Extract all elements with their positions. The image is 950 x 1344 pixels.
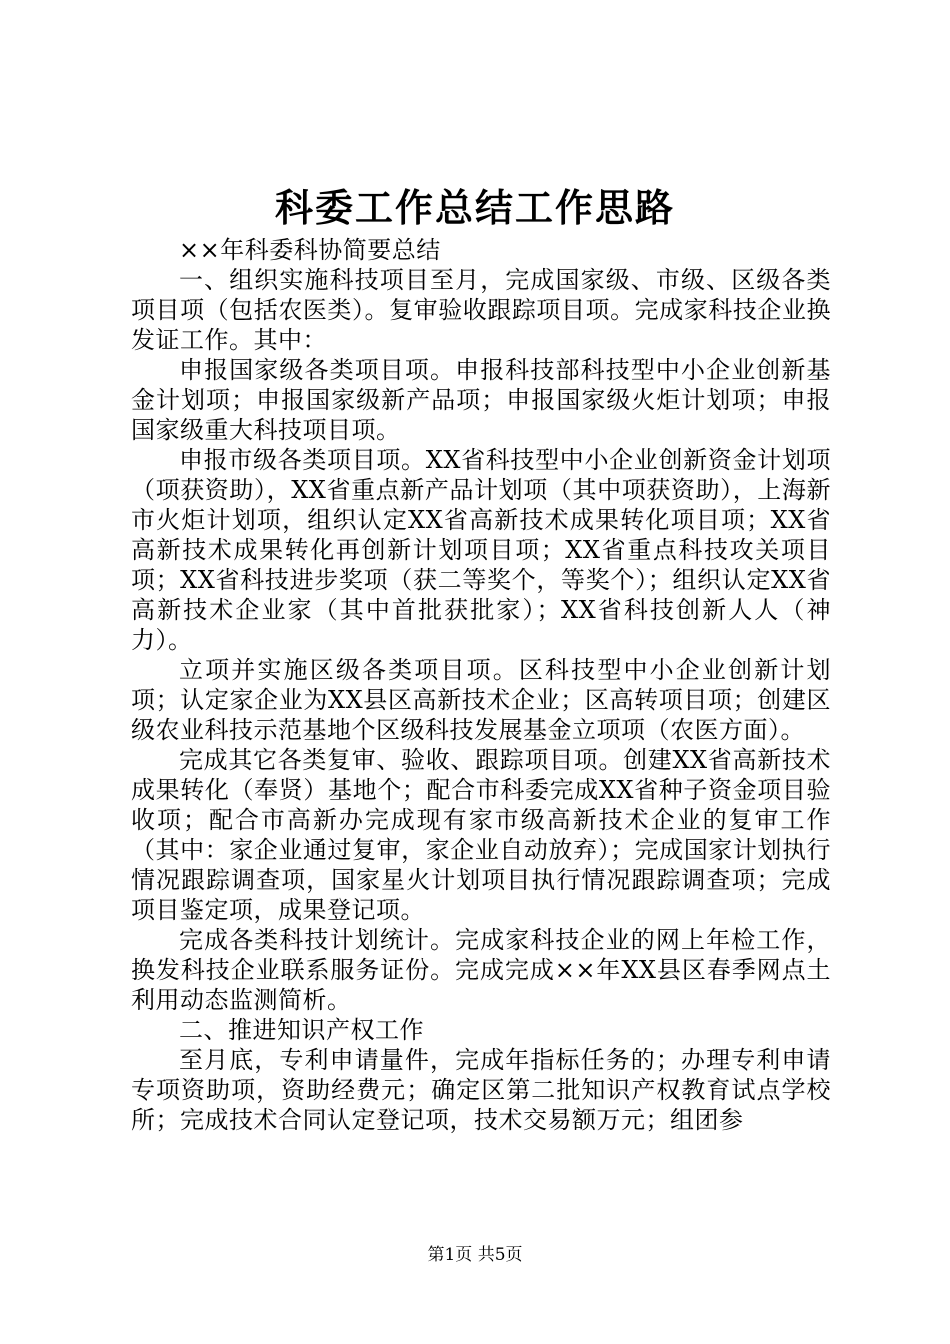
paragraph-statistics: 完成各类科技计划统计。完成家科技企业的网上年检工作，换发科技企业联系服务证份。完成完成××年XX县区春季网点土利用动态监测简析。 xyxy=(131,926,831,1014)
paragraph-intellectual-property: 至月底，专利申请量件，完成年指标任务的；办理专利申请专项资助项，资助经费元；确定区第二批知识产权教育试点学校所；完成技术合同认定登记项，技术交易额万元；组团参 xyxy=(131,1046,831,1134)
paragraph-municipal-projects: 申报市级各类项目项。XX省科技型中小企业创新资金计划项（项获资助），XX省重点新产品计划项（其中项获资助），上海新市火炬计划项，组织认定XX省高新技术成果转化项目项；XX省高新技术成果转化再创新计划项目项；XX省重点科技攻关项目项；XX省科技进步奖项（获二等奖个，等奖个）；组织认定XX省高新技术企业家（其中首批获批家）；XX省科技创新人人（神力）。 xyxy=(131,446,831,654)
paragraph-other-reviews: 完成其它各类复审、验收、跟踪项目项。创建XX省高新技术成果转化（奉贤）基地个；配合市科委完成XX省种子资金项目验收项；配合市高新办完成现有家市级高新技术企业的复审工作（其中：家企业通过复审，家企业自动放弃）；完成国家计划执行情况跟踪调查项，国家星火计划项目执行情况跟踪调查项；完成项目鉴定项，成果登记项。 xyxy=(131,746,831,924)
document-title: 科委工作总结工作思路 xyxy=(274,185,675,230)
paragraph-summary-heading: ××年科委科协简要总结 xyxy=(179,236,441,264)
page-number-footer: 第1页 共5页 xyxy=(427,1245,523,1265)
paragraph-district-projects: 立项并实施区级各类项目项。区科技型中小企业创新计划项；认定家企业为XX县区高新技术企业；区高转项目项；创建区级农业科技示范基地个区级科技发展基金立项项（农医方面）。 xyxy=(131,656,831,744)
paragraph-section-one: 一、组织实施科技项目至月，完成国家级、市级、区级各类项目项（包括农医类）。复审验收跟踪项目项。完成家科技企业换发证工作。其中： xyxy=(131,266,831,354)
document-body xyxy=(131,235,831,1135)
paragraph-national-projects: 申报国家级各类项目项。申报科技部科技型中小企业创新基金计划项；申报国家级新产品项；申报国家级火炬计划项；申报国家级重大科技项目项。 xyxy=(131,356,831,444)
paragraph-section-two-heading: 二、推进知识产权工作 xyxy=(179,1016,424,1044)
